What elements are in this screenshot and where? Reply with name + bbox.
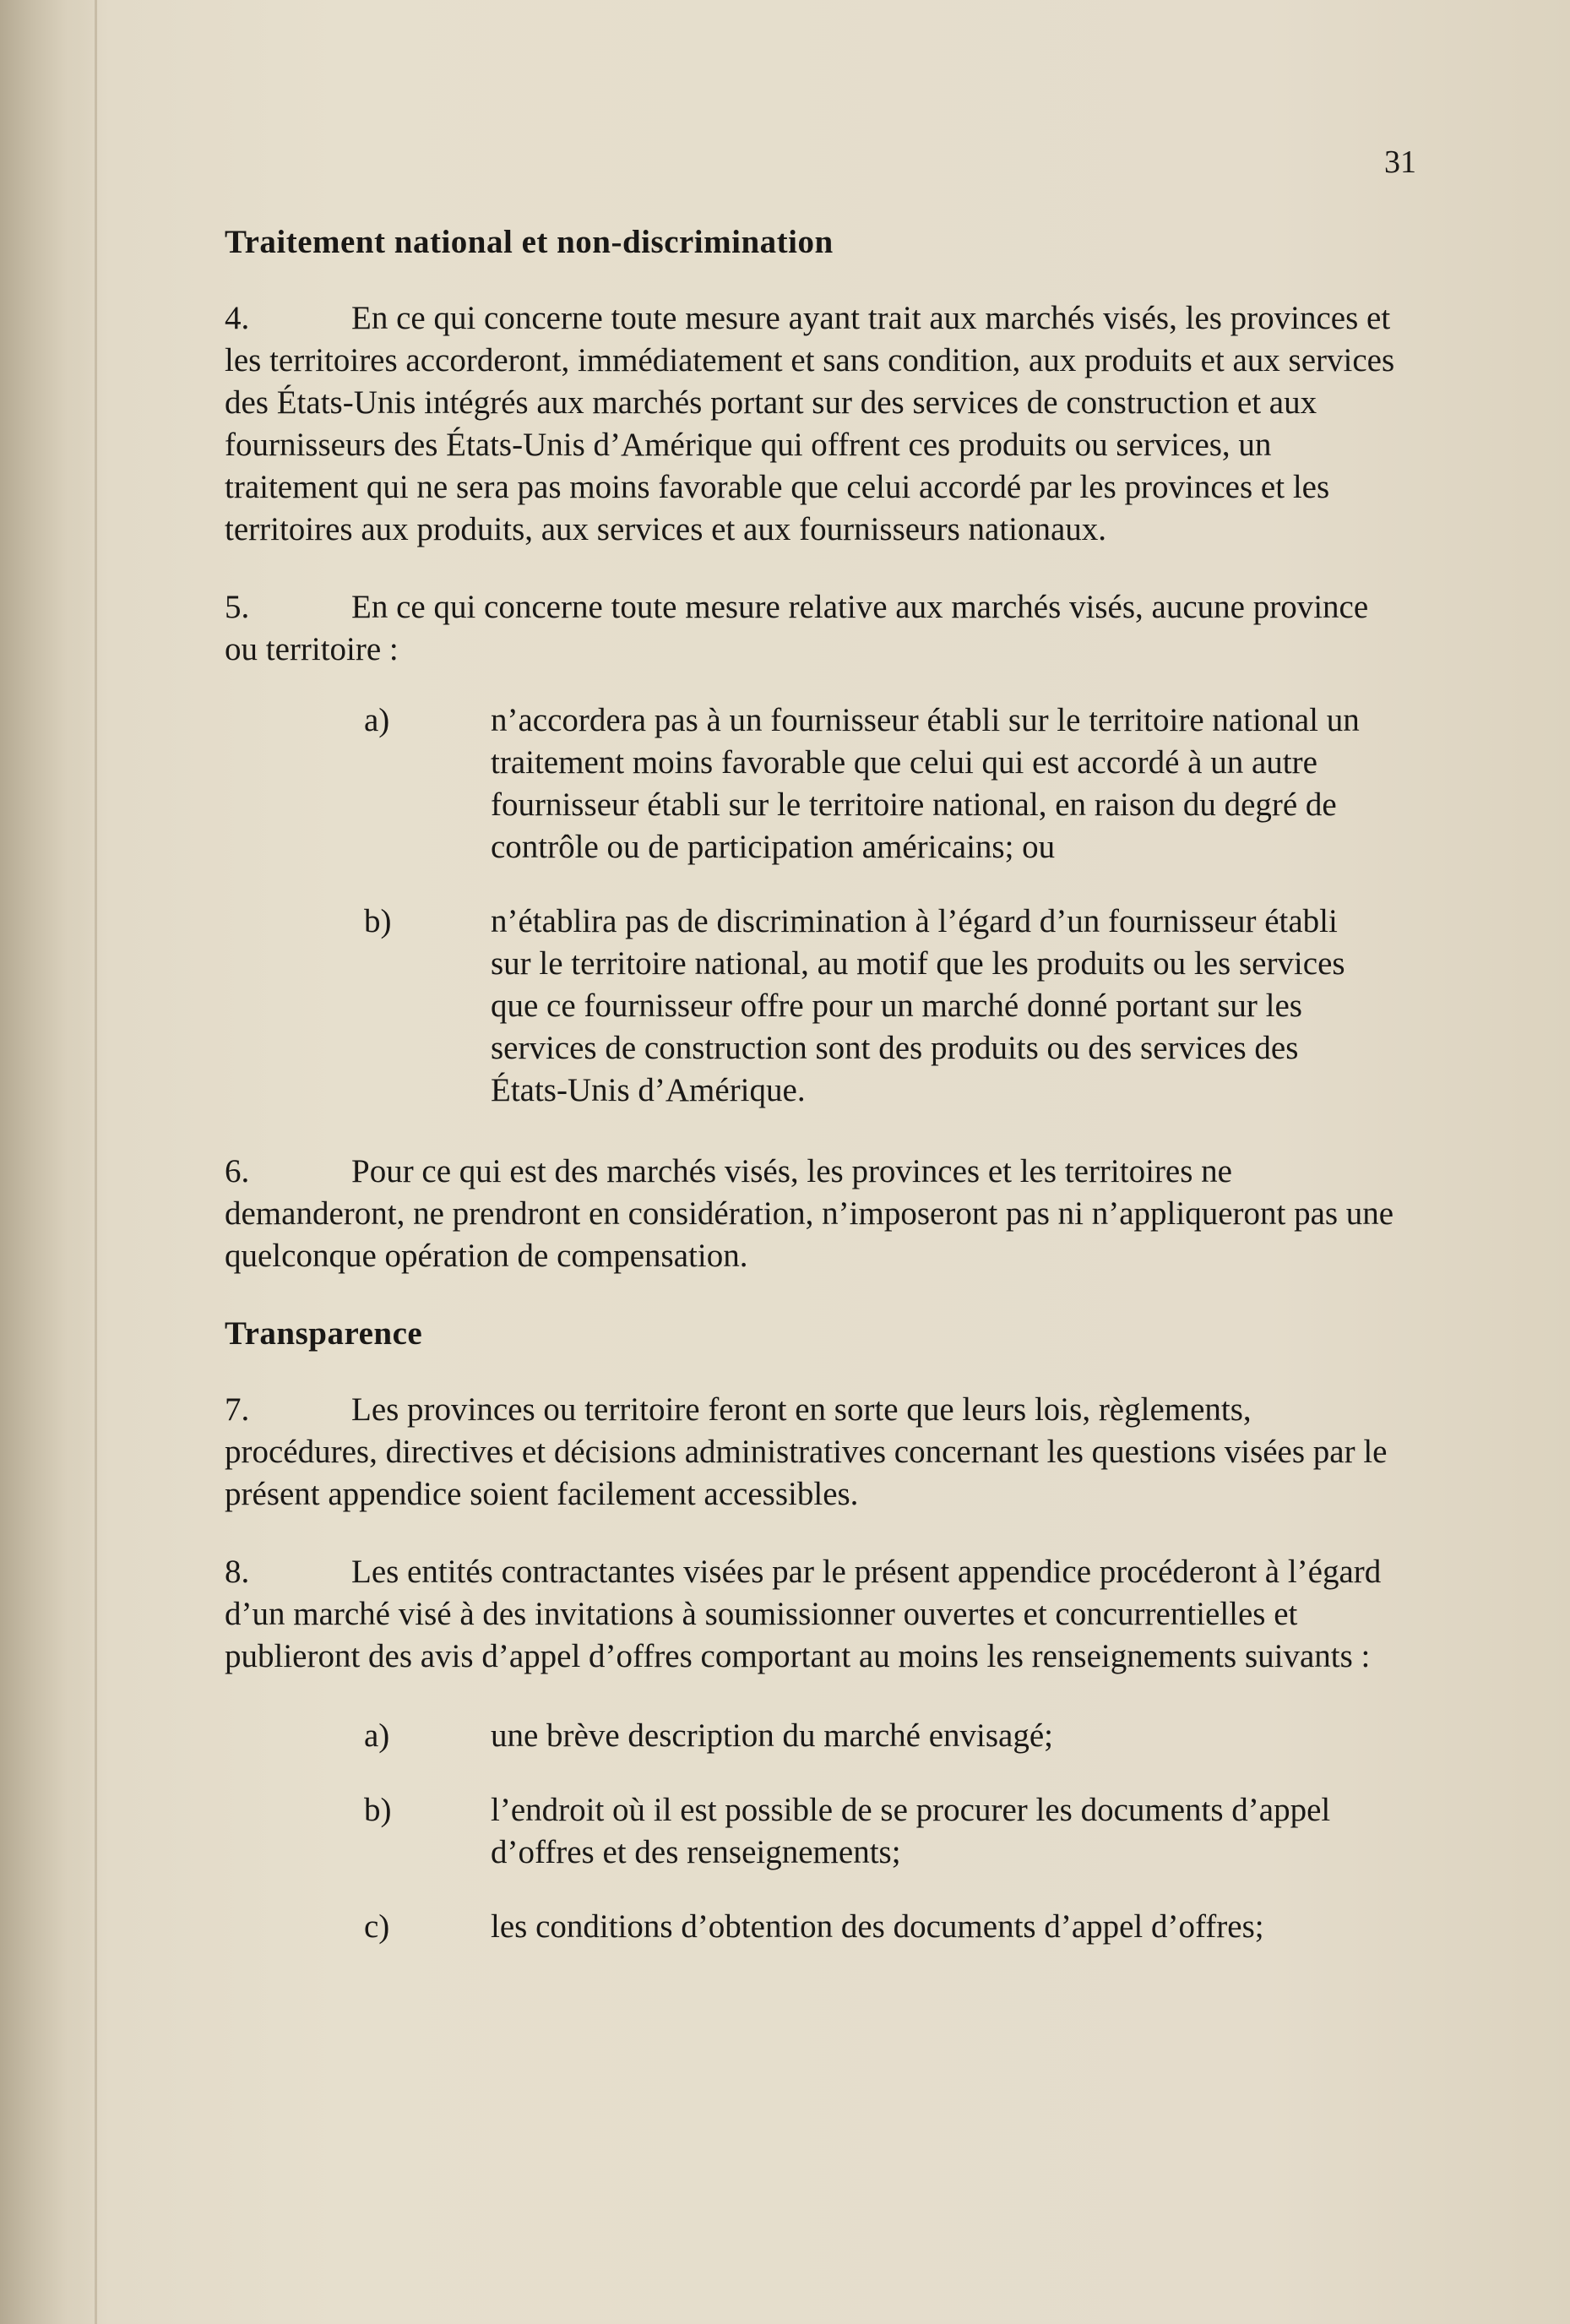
list-marker: a) xyxy=(364,702,390,738)
list-item xyxy=(364,1789,1407,1874)
paragraph-4 xyxy=(225,297,1407,551)
paragraph-number: 5. xyxy=(225,589,250,625)
paragraph-6 xyxy=(225,1151,1407,1277)
page-fold-line xyxy=(95,0,97,2324)
list-item-text: n’accordera pas à un fournisseur établi sur le territoire national un traitement moins favorable que celui qui est accordé à un autre fournisseur établi sur le territoire national, en raison du degré de contrôle ou de participation américains; ou xyxy=(491,702,1360,865)
list-item xyxy=(364,901,1407,1112)
paragraph-text: Les entités contractantes visées par le présent appendice procéderont à l’égard d’un marché visé à des invitations à soumissionner ouvertes et concurrentielles et publieront des avis d’appel d’offres comportant au moins les renseignements suivants : xyxy=(225,1554,1382,1674)
paragraph-5 xyxy=(225,586,1407,671)
paragraph-number: 7. xyxy=(225,1391,250,1428)
list-item xyxy=(364,1715,1407,1757)
list-marker: a) xyxy=(364,1717,390,1754)
list-item xyxy=(364,1906,1407,1948)
list-item-text: une brève description du marché envisagé; xyxy=(491,1717,1053,1754)
section-heading-transparency: Transparence xyxy=(225,1315,423,1352)
list-marker: c) xyxy=(364,1908,390,1945)
list-item xyxy=(364,699,1407,868)
list-item-text: l’endroit où il est possible de se procurer les documents d’appel d’offres et des renseignements; xyxy=(491,1792,1331,1870)
list-item-text: les conditions d’obtention des documents d’appel d’offres; xyxy=(491,1908,1264,1945)
paragraph-number: 6. xyxy=(225,1153,250,1189)
page-binding-shadow xyxy=(0,0,100,2324)
paragraph-8 xyxy=(225,1551,1407,1678)
paragraph-7 xyxy=(225,1389,1407,1516)
list-marker: b) xyxy=(364,1792,392,1828)
paragraph-text: En ce qui concerne toute mesure relative aux marchés visés, aucune province ou territoire : xyxy=(225,589,1369,667)
section-heading-national-treatment: Traitement national et non-discrimination xyxy=(225,224,834,260)
list-marker: b) xyxy=(364,903,392,939)
document-body xyxy=(225,221,1407,1980)
paragraph-number: 8. xyxy=(225,1554,250,1590)
paragraph-text: En ce qui concerne toute mesure ayant trait aux marchés visés, les provinces et les territoires accorderont, immédiatement et sans condition, aux produits et aux services des États-Unis intégrés aux marchés portant sur des services de construction et aux fournisseurs des États-Unis d’Amérique qui offrent ces produits ou services, un traitement qui ne sera pas moins favorable que celui accordé par les provinces et les territoires aux produits, aux services et aux fournisseurs nationaux. xyxy=(225,300,1395,547)
list-item-text: n’établira pas de discrimination à l’égard d’un fournisseur établi sur le territoire national, au motif que les produits ou les services que ce fournisseur offre pour un marché donné portant sur les services de construction sont des produits ou des services des États-Unis d’Amérique. xyxy=(491,903,1345,1108)
paragraph-text: Les provinces ou territoire feront en sorte que leurs lois, règlements, procédures, directives et décisions administratives concernant les questions visées par le présent appendice soient facilement accessibles. xyxy=(225,1391,1388,1512)
page-number: 31 xyxy=(1384,144,1416,180)
paragraph-text: Pour ce qui est des marchés visés, les provinces et les territoires ne demanderont, ne prendront en considération, n’imposeront pas ni n’appliqueront pas une quelconque opération de compensation. xyxy=(225,1153,1394,1274)
paragraph-number: 4. xyxy=(225,300,250,336)
